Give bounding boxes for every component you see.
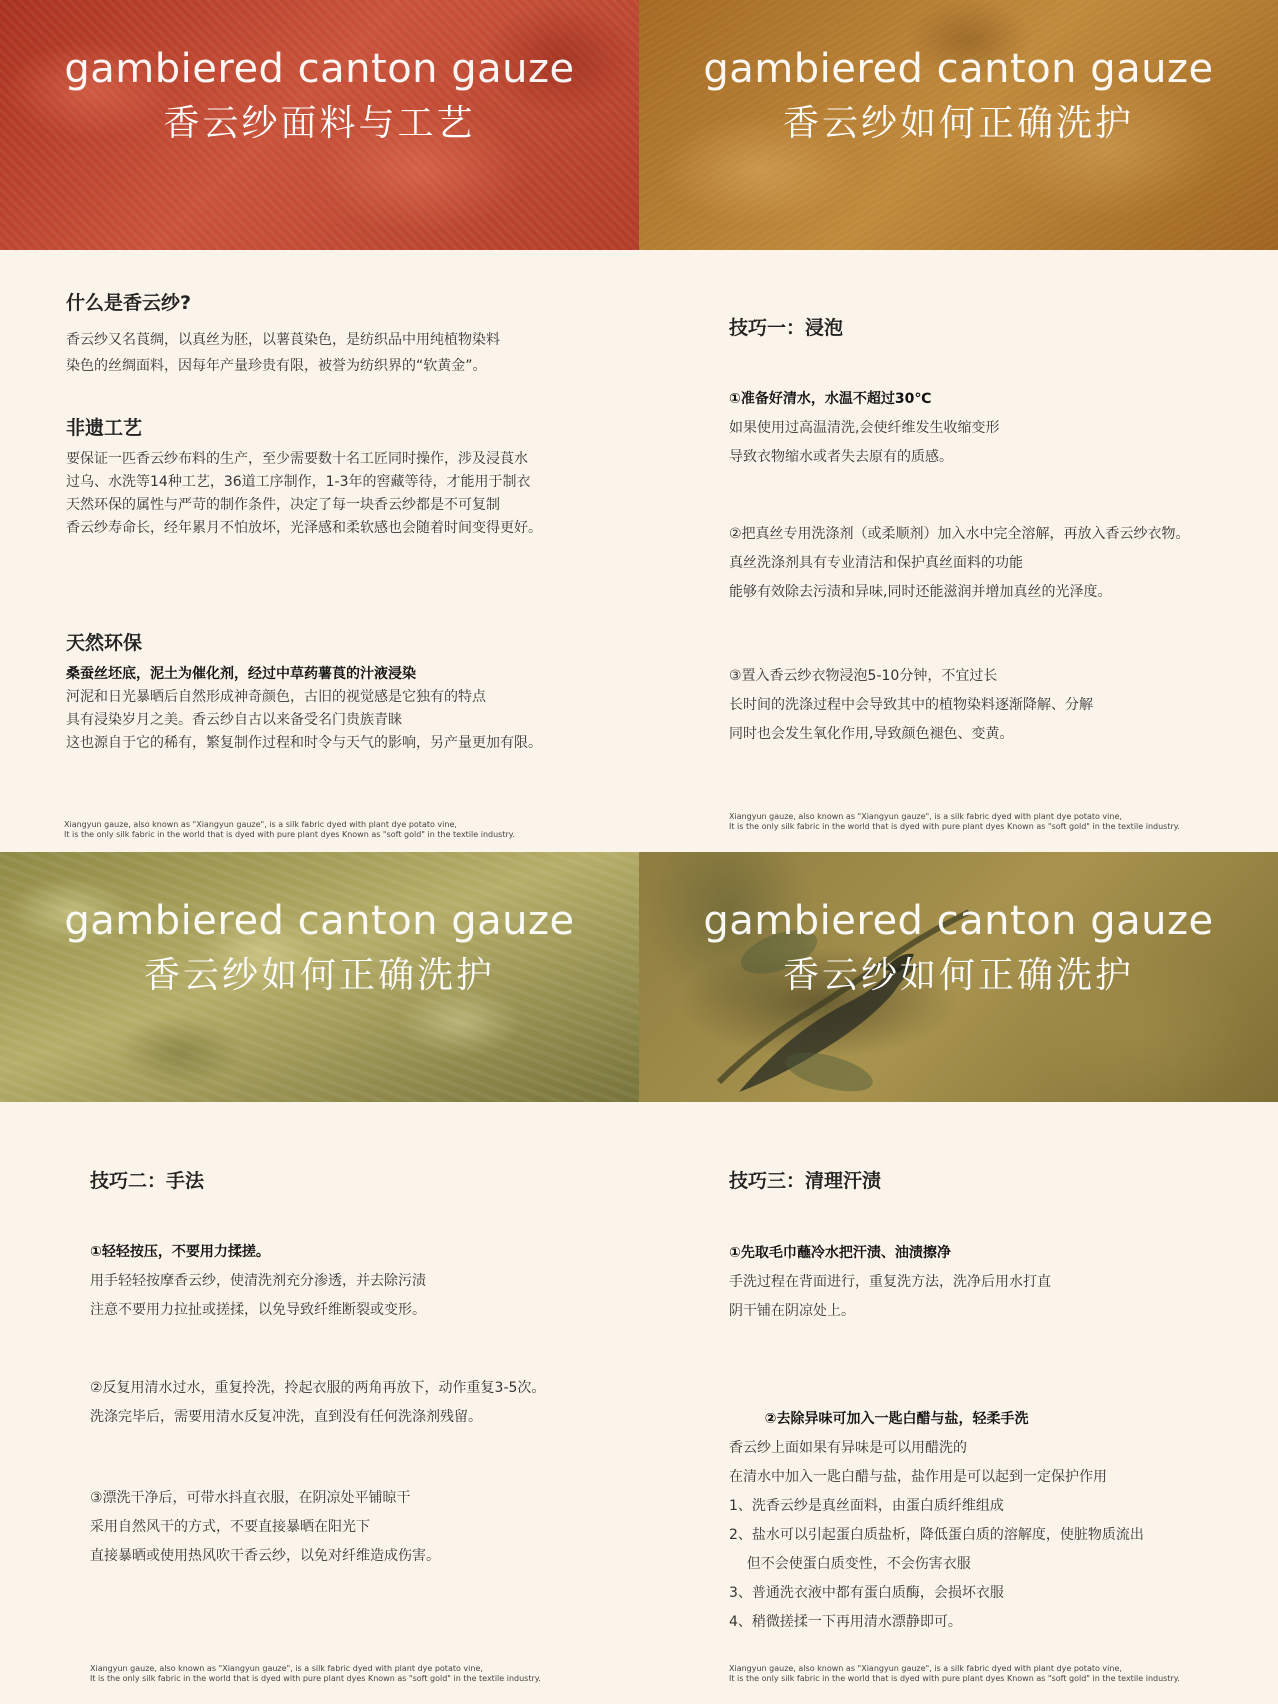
- text-line: 洗涤完毕后，需要用清水反复冲洗，直到没有任何洗涤剂残留。: [90, 1409, 482, 1425]
- text-line: 天然环保的属性与严苛的制作条件，决定了每一块香云纱都是不可复制: [66, 497, 500, 513]
- tip-item: [729, 662, 1258, 749]
- text-line: 3、普通洗衣液中都有蛋白质酶，会损坏衣服: [729, 1585, 1004, 1601]
- text-line: 手洗过程在背面进行，重复洗方法，洗净后用水打直: [729, 1274, 1051, 1290]
- text-line: 这也源自于它的稀有，繁复制作过程和时令与天气的影响，另产量更加有限。: [66, 735, 542, 751]
- footer-line: It is the only silk fabric in the world that is dyed with pure plant dyes Known as "soft gold" in the textile industry.: [90, 1674, 541, 1683]
- text-line: 香云纱寿命长，经年累月不怕放坏，光泽感和柔软感也会随着时间变得更好。: [66, 520, 542, 536]
- text-line: 用手轻轻按摩香云纱，使清洗剂充分渗透，并去除污渍: [90, 1273, 426, 1289]
- tip-heading: 技巧二：手法: [90, 1170, 205, 1192]
- text-line: 具有浸染岁月之美。香云纱自古以来备受名门贵族青睐: [66, 712, 402, 728]
- text-line-bold: 桑蚕丝坯底，泥土为催化剂，经过中草药薯莨的汁液浸染: [66, 666, 416, 682]
- tip-heading-block: [90, 1166, 619, 1193]
- footer-line: It is the only silk fabric in the world that is dyed with pure plant dyes Known as "soft gold" in the textile industry.: [729, 822, 1180, 831]
- text-line: 导致衣物缩水或者失去原有的质感。: [729, 449, 953, 465]
- text-line-bold: ①轻轻按压，不要用力揉搓。: [90, 1244, 270, 1260]
- text-line: 真丝洗涤剂具有专业清洁和保护真丝面料的功能: [729, 555, 1023, 571]
- footer-line: It is the only silk fabric in the world that is dyed with pure plant dyes Known as "soft gold" in the textile industry.: [729, 1674, 1180, 1683]
- english-title: gambiered canton gauze: [64, 898, 575, 944]
- tip-item: [90, 1374, 619, 1432]
- text-line: 直接暴晒或使用热风吹干香云纱，以免对纤维造成伤害。: [90, 1548, 440, 1564]
- tip-item: [729, 385, 1258, 472]
- tip-item: [729, 1376, 1258, 1666]
- tip-item: [729, 520, 1258, 607]
- chinese-title: 香云纱如何正确洗护: [782, 955, 1134, 996]
- section-text: [66, 663, 619, 755]
- footer-line: Xiangyun gauze, also known as "Xiangyun gauze", is a silk fabric dyed with plant dye potato vine,: [90, 1664, 483, 1673]
- text-line: 4、稍微搓揉一下再用清水漂静即可。: [729, 1614, 962, 1630]
- text-line: 采用自然风干的方式，不要直接暴晒在阳光下: [90, 1519, 370, 1535]
- text-line: ③置入香云纱衣物浸泡5-10分钟，不宜过长: [729, 668, 998, 684]
- panel-tip-sweat-stain: [639, 852, 1278, 1704]
- footer-line: It is the only silk fabric in the world that is dyed with pure plant dyes Known as "soft gold" in the textile industry.: [64, 830, 515, 839]
- text-line: 河泥和日光暴晒后自然形成神奇颜色，古旧的视觉感是它独有的特点: [66, 689, 486, 705]
- tip-heading-block: [729, 1166, 1258, 1193]
- banner-gold-silk: [639, 0, 1278, 250]
- footer-english: [729, 812, 1180, 832]
- english-title: gambiered canton gauze: [703, 46, 1214, 92]
- tip-heading-block: [729, 313, 1258, 340]
- tip-item: [729, 1239, 1258, 1326]
- text-line: 香云纱上面如果有异味是可以用醋洗的: [729, 1440, 967, 1456]
- text-line: 在清水中加入一匙白醋与盐，盐作用是可以起到一定保护作用: [729, 1469, 1107, 1485]
- panel-tip-technique: [0, 852, 639, 1704]
- english-title: gambiered canton gauze: [64, 46, 575, 92]
- text-line: 能够有效除去污渍和异味,同时还能滋润并增加真丝的光泽度。: [729, 584, 1112, 600]
- chinese-title: 香云纱如何正确洗护: [782, 103, 1134, 144]
- text-line: ③漂洗干净后，可带水抖直衣服，在阴凉处平铺晾干: [90, 1490, 411, 1506]
- footer-line: Xiangyun gauze, also known as "Xiangyun gauze", is a silk fabric dyed with plant dye potato vine,: [64, 820, 457, 829]
- footer-line: Xiangyun gauze, also known as "Xiangyun gauze", is a silk fabric dyed with plant dye potato vine,: [729, 812, 1122, 821]
- section-heading: 天然环保: [66, 632, 143, 654]
- text-line: 染色的丝绸面料，因每年产量珍贵有限，被誉为纺织界的“软黄金”。: [66, 358, 487, 374]
- section-text: [66, 448, 619, 540]
- footer-english: [64, 820, 515, 840]
- section-what-is: [66, 288, 619, 379]
- footer-english: [90, 1664, 541, 1684]
- text-line: 同时也会发生氧化作用,导致颜色褪色、变黄。: [729, 726, 1014, 742]
- text-line: 长时间的洗涤过程中会导致其中的植物染料逐渐降解、分解: [729, 697, 1093, 713]
- tip-item: [90, 1238, 619, 1325]
- english-title: gambiered canton gauze: [703, 898, 1214, 944]
- banner-olive-silk: [0, 852, 639, 1102]
- section-text: [66, 327, 619, 379]
- text-line: 要保证一匹香云纱布料的生产，至少需要数十名工匠同时操作，涉及浸莨水: [66, 451, 528, 467]
- banner-red-silk: [0, 0, 639, 250]
- text-line: 过乌、水洗等14种工艺，36道工序制作，1-3年的窖藏等待，才能用于制衣: [66, 474, 531, 490]
- tip-heading: 技巧一：浸泡: [729, 317, 844, 339]
- panel-tip-soak: [639, 0, 1278, 852]
- chinese-title: 香云纱如何正确洗护: [143, 955, 495, 996]
- text-line: ②把真丝专用洗涤剂（或柔顺剂）加入水中完全溶解，再放入香云纱衣物。: [729, 526, 1190, 542]
- panel-fabric-craft: [0, 0, 639, 852]
- text-line: 香云纱又名莨绸，以真丝为胚，以薯莨染色，是纺织品中用纯植物染料: [66, 332, 500, 348]
- section-eco: [66, 628, 619, 755]
- text-line: ②反复用清水过水，重复拎洗，拎起衣服的两角再放下，动作重复3-5次。: [90, 1380, 546, 1396]
- text-line-bold: ①先取毛巾蘸冷水把汗渍、油渍擦净: [729, 1245, 951, 1261]
- text-line: 1、洗香云纱是真丝面料，由蛋白质纤维组成: [729, 1498, 1004, 1514]
- text-line: 2、盐水可以引起蛋白质盐析，降低蛋白质的溶解度，使脏物质流出: [729, 1527, 1144, 1543]
- footer-english: [729, 1664, 1180, 1684]
- tip-item: [90, 1484, 619, 1571]
- text-line: 但不会使蛋白质变性，不会伤害衣服: [729, 1556, 971, 1572]
- text-line: 注意不要用力拉扯或搓揉，以免导致纤维断裂或变形。: [90, 1302, 426, 1318]
- text-line-bold: ②去除异味可加入一匙白醋与盐，轻柔手洗: [764, 1411, 1029, 1427]
- section-heading: 非遗工艺: [66, 417, 143, 439]
- text-line-bold: ①准备好清水，水温不超过30℃: [729, 391, 932, 407]
- footer-line: Xiangyun gauze, also known as "Xiangyun gauze", is a silk fabric dyed with plant dye potato vine,: [729, 1664, 1122, 1673]
- tip-heading: 技巧三：清理汗渍: [729, 1170, 882, 1192]
- section-heritage: [66, 413, 619, 540]
- text-line: 如果使用过高温清洗,会使纤维发生收缩变形: [729, 420, 1000, 436]
- section-heading: 什么是香云纱?: [66, 292, 192, 314]
- chinese-title: 香云纱面料与工艺: [163, 103, 476, 144]
- banner-painted-silk: [639, 852, 1278, 1102]
- text-line: 阴干铺在阴凉处上。: [729, 1303, 855, 1319]
